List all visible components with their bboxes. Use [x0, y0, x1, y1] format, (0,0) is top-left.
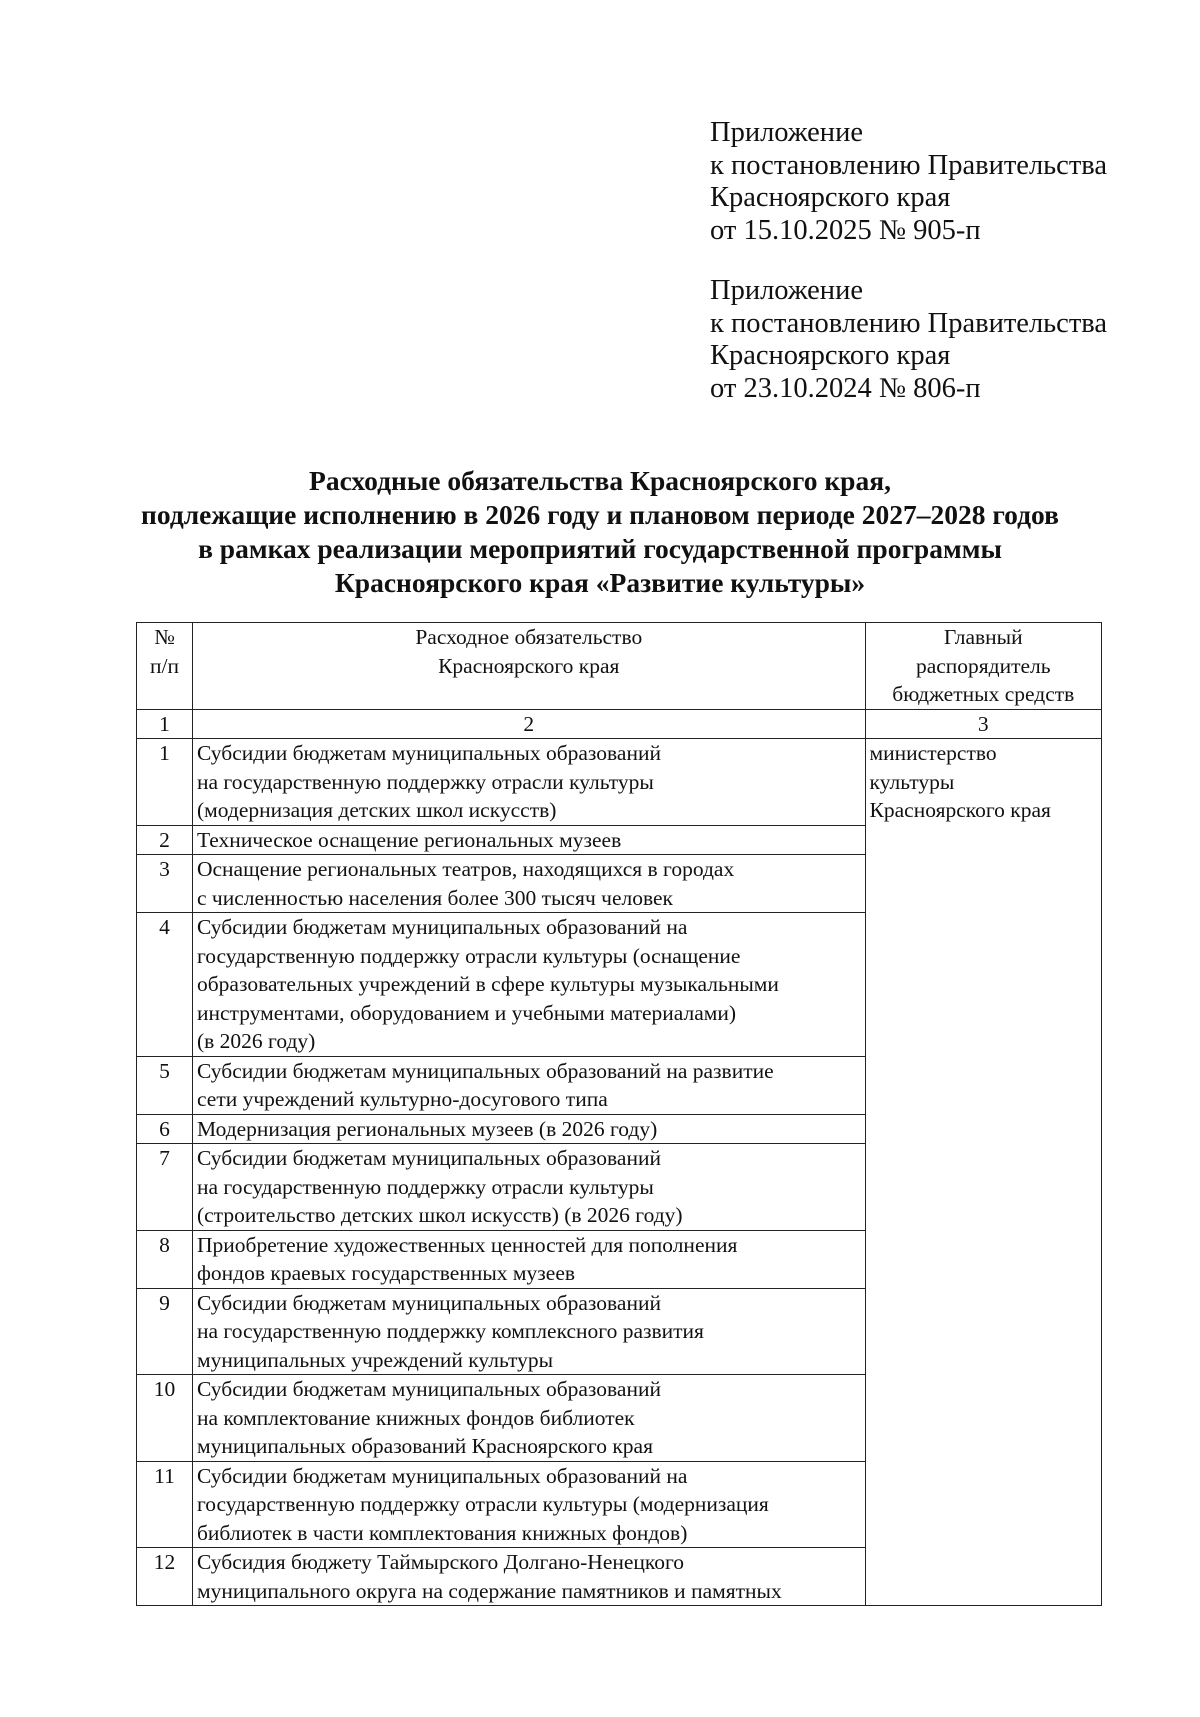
row-obligation-line: Субсидии бюджетам муниципальных образований [196, 1146, 661, 1170]
row-obligation-line: (модернизация детских школ искусств) [196, 798, 557, 822]
header-num [137, 623, 193, 710]
column-number: 3 [865, 709, 1101, 739]
row-obligation-line: Оснащение региональных театров, находящихся в городах [196, 857, 735, 881]
table-row [137, 739, 1102, 826]
column-number: 1 [137, 709, 193, 739]
row-obligation [192, 1548, 865, 1606]
document-title-line: в рамках реализации мероприятий государственной программы [198, 533, 1002, 564]
row-obligation [192, 1114, 865, 1144]
row-number: 10 [137, 1375, 193, 1462]
row-number: 5 [137, 1056, 193, 1114]
header-obligation-line: Красноярского края [438, 653, 620, 678]
row-obligation-line: Техническое оснащение региональных музеев [196, 827, 622, 852]
row-obligation [192, 1288, 865, 1375]
row-number: 8 [137, 1230, 193, 1288]
row-number: 12 [137, 1548, 193, 1606]
row-number: 2 [137, 825, 193, 855]
column-number: 2 [192, 709, 865, 739]
appendix-previous-line: Красноярского края [710, 340, 951, 371]
row-obligation-line: Субсидии бюджетам муниципальных образований на [196, 915, 688, 939]
row-obligation-line: (в 2026 году) [196, 1029, 316, 1053]
row-obligation [192, 1144, 865, 1231]
obligations-table [136, 622, 1102, 1606]
row-obligation-line: муниципального округа на содержание памятников и памятных [196, 1578, 782, 1603]
row-number: 7 [137, 1144, 193, 1231]
row-obligation-line: библиотек в части комплектования книжных фондов) [196, 1520, 688, 1545]
row-obligation-line: сети учреждений культурно-досугового типа [196, 1087, 608, 1111]
row-obligation-line: на государственную поддержку отрасли культуры [196, 1174, 654, 1199]
document-title-line: Красноярского края «Развитие культуры» [334, 567, 866, 598]
appendix-previous [710, 275, 1107, 405]
row-number: 3 [137, 855, 193, 913]
appendix-current [710, 117, 1107, 247]
header-obligation [192, 623, 865, 710]
header-num-line: № [154, 625, 175, 649]
row-obligation-line: муниципальных учреждений культуры [196, 1347, 554, 1372]
appendix-current-line: от 15.10.2025 № 905-п [710, 214, 981, 246]
row-obligation-line: Субсидии бюджетам муниципальных образований [196, 1377, 661, 1401]
row-obligation [192, 855, 865, 913]
row-obligation-line: муниципальных образований Красноярского края [196, 1434, 653, 1458]
row-obligation-line: образовательных учреждений в сфере культуры музыкальными [196, 972, 779, 996]
row-obligation-line: инструментами, оборудованием и учебными материалами) [196, 1000, 737, 1025]
header-num-line: п/п [149, 653, 179, 678]
row-obligation-line: государственную поддержку отрасли культуры (модернизация [196, 1492, 769, 1516]
row-number: 6 [137, 1114, 193, 1144]
row-obligation-line: государственную поддержку отрасли культуры (оснащение [196, 943, 741, 968]
row-obligation [192, 739, 865, 826]
header-obligation-line: Расходное обязательство [415, 625, 643, 649]
row-obligation-line: на комплектование книжных фондов библиотек [196, 1405, 635, 1430]
document-title-line: Расходные обязательства Красноярского края, [309, 465, 891, 496]
appendix-current-line: Приложение [710, 117, 863, 148]
budget-manager-line: министерство [869, 741, 997, 765]
header-manager-line: Главный [943, 625, 1023, 649]
row-obligation-line: Субсидии бюджетам муниципальных образований [196, 1290, 661, 1315]
row-obligation-line: с численностью населения более 300 тысяч человек [196, 885, 673, 910]
row-number: 4 [137, 913, 193, 1057]
row-obligation-line: Субсидия бюджету Таймырского Долгано-Ненецкого [196, 1550, 685, 1574]
row-obligation [192, 825, 865, 855]
budget-manager-line: культуры [869, 769, 955, 794]
budget-manager [865, 739, 1101, 1606]
row-obligation-line: Модернизация региональных музеев (в 2026 году) [196, 1116, 658, 1141]
document-title [100, 464, 1100, 600]
header-manager-line: распорядитель [915, 653, 1051, 678]
budget-manager-line: Красноярского края [869, 798, 1051, 822]
row-number: 11 [137, 1461, 193, 1548]
row-obligation [192, 1056, 865, 1114]
appendix-current-line: к постановлению Правительства [710, 149, 1108, 181]
row-obligation-line: на государственную поддержку комплексного развития [196, 1319, 704, 1343]
row-obligation [192, 913, 865, 1057]
row-obligation-line: Субсидии бюджетам муниципальных образований [196, 741, 661, 765]
row-number: 1 [137, 739, 193, 826]
appendix-previous-line: от 23.10.2024 № 806-п [710, 372, 981, 404]
row-obligation [192, 1375, 865, 1462]
table-header-row [137, 623, 1102, 710]
row-obligation-line: Приобретение художественных ценностей для пополнения [196, 1232, 738, 1257]
header-manager [865, 623, 1101, 710]
row-obligation-line: на государственную поддержку отрасли культуры [196, 769, 654, 794]
document-title-line: подлежащие исполнению в 2026 году и плановом периоде 2027–2028 годов [141, 499, 1059, 530]
appendix-previous-line: Приложение [710, 275, 863, 306]
row-number: 9 [137, 1288, 193, 1375]
column-number-row [137, 709, 1102, 739]
row-obligation-line: (строительство детских школ искусств) (в 2026 году) [196, 1203, 683, 1227]
appendix-previous-line: к постановлению Правительства [710, 307, 1108, 339]
header-manager-line: бюджетных средств [892, 682, 1075, 706]
row-obligation [192, 1230, 865, 1288]
appendix-current-line: Красноярского края [710, 182, 951, 213]
row-obligation-line: Субсидии бюджетам муниципальных образований на развитие [196, 1058, 774, 1083]
row-obligation [192, 1461, 865, 1548]
row-obligation-line: фондов краевых государственных музеев [196, 1261, 576, 1285]
row-obligation-line: Субсидии бюджетам муниципальных образований на [196, 1463, 688, 1488]
